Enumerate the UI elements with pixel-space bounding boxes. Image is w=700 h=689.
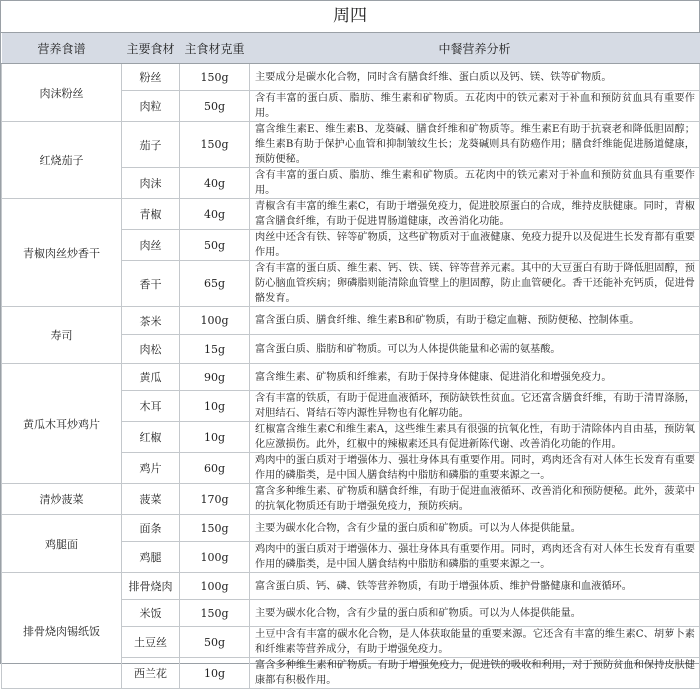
analysis-cell: 富含蛋白质、脂肪和矿物质。可以为人体提供能量和必需的氨基酸。 bbox=[250, 335, 700, 364]
dish-name: 黄瓜木耳炒鸡片 bbox=[2, 364, 122, 484]
table-row bbox=[2, 199, 700, 230]
header-recipe: 营养食谱 bbox=[2, 33, 122, 64]
analysis-cell: 主要成分是碳水化合物，同时含有膳食纤维、蛋白质以及钙、镁、铁等矿物质。 bbox=[250, 64, 700, 91]
weight-cell: 60g bbox=[180, 453, 250, 484]
dish-name: 排骨烧肉锡纸饭 bbox=[2, 573, 122, 689]
ingredient-cell: 鸡腿 bbox=[122, 542, 180, 573]
dish-name: 红烧茄子 bbox=[2, 122, 122, 199]
header-weight: 主食材克重 bbox=[180, 33, 250, 64]
analysis-cell: 土豆中含有丰富的碳水化合物，是人体获取能量的重要来源。它还含有丰富的维生素C、胡萝卜素和纤维素等营养成分，有助于增强免疫力。 bbox=[250, 627, 700, 658]
ingredient-cell: 青椒 bbox=[122, 199, 180, 230]
ingredient-cell: 香干 bbox=[122, 261, 180, 307]
table-row bbox=[2, 484, 700, 515]
analysis-cell: 主要为碳水化合物，含有少量的蛋白质和矿物质。可以为人体提供能量。 bbox=[250, 515, 700, 542]
weight-cell: 10g bbox=[180, 391, 250, 422]
ingredient-cell: 面条 bbox=[122, 515, 180, 542]
weight-cell: 10g bbox=[180, 422, 250, 453]
ingredient-cell: 茶米 bbox=[122, 307, 180, 335]
weight-cell: 65g bbox=[180, 261, 250, 307]
ingredient-cell: 木耳 bbox=[122, 391, 180, 422]
ingredient-cell: 肉松 bbox=[122, 335, 180, 364]
analysis-cell: 鸡肉中的蛋白质对于增强体力、强壮身体具有重要作用。同时，鸡肉还含有对人体生长发育有重要作用的磷脂类，是中国人膳食结构中脂肪和磷脂的重要来源之一。 bbox=[250, 453, 700, 484]
table-row bbox=[2, 573, 700, 600]
weight-cell: 10g bbox=[180, 658, 250, 689]
table-row bbox=[2, 364, 700, 391]
analysis-cell: 肉丝中还含有铁、锌等矿物质，这些矿物质对于血液健康、免疫力提升以及促进生长发育都有重要作用。 bbox=[250, 230, 700, 261]
ingredient-cell: 土豆丝 bbox=[122, 627, 180, 658]
weight-cell: 150g bbox=[180, 122, 250, 168]
table-row bbox=[2, 64, 700, 91]
table-row bbox=[2, 122, 700, 168]
ingredient-cell: 黄瓜 bbox=[122, 364, 180, 391]
ingredient-cell: 肉丝 bbox=[122, 230, 180, 261]
ingredient-cell: 肉粒 bbox=[122, 91, 180, 122]
table-row bbox=[2, 307, 700, 335]
analysis-cell: 富含多种维生素和矿物质。有助于增强免疫力，促进铁的吸收和利用，对于预防贫血和保持皮肤健康都有积极作用。 bbox=[250, 658, 700, 689]
analysis-cell: 鸡肉中的蛋白质对于增强体力、强壮身体具有重要作用。同时，鸡肉还含有对人体生长发育有重要作用的磷脂类，是中国人膳食结构中脂肪和磷脂的重要来源之一。 bbox=[250, 542, 700, 573]
nutrition-table bbox=[1, 33, 700, 689]
weight-cell: 50g bbox=[180, 230, 250, 261]
weight-cell: 50g bbox=[180, 91, 250, 122]
analysis-cell: 红椒富含维生素C和维生素A，这些维生素具有很强的抗氧化性，有助于清除体内自由基，预防氧化应激损伤。此外，红椒中的辣椒素还具有促进新陈代谢、改善消化功能的作用。 bbox=[250, 422, 700, 453]
page-title: 周四 bbox=[1, 1, 699, 33]
weight-cell: 100g bbox=[180, 542, 250, 573]
analysis-cell: 含有丰富的蛋白质、脂肪、维生素和矿物质。五花肉中的铁元素对于补血和预防贫血具有重要作用。 bbox=[250, 91, 700, 122]
dish-name: 清炒菠菜 bbox=[2, 484, 122, 515]
dish-name: 寿司 bbox=[2, 307, 122, 364]
ingredient-cell: 茄子 bbox=[122, 122, 180, 168]
weight-cell: 150g bbox=[180, 515, 250, 542]
analysis-cell: 主要为碳水化合物，含有少量的蛋白质和矿物质。可以为人体提供能量。 bbox=[250, 600, 700, 627]
ingredient-cell: 米饭 bbox=[122, 600, 180, 627]
ingredient-cell: 鸡片 bbox=[122, 453, 180, 484]
analysis-cell: 富含蛋白质、膳食纤维、维生素B和矿物质，有助于稳定血糖、预防便秘、控制体重。 bbox=[250, 307, 700, 335]
dish-name: 鸡腿面 bbox=[2, 515, 122, 573]
weight-cell: 150g bbox=[180, 600, 250, 627]
weight-cell: 40g bbox=[180, 168, 250, 199]
ingredient-cell: 肉沫 bbox=[122, 168, 180, 199]
analysis-cell: 含有丰富的铁质，有助于促进血液循环，预防缺铁性贫血。它还富含膳食纤维，有助于清胃涤肠，对胆结石、肾结石等内源性异物也有化解功能。 bbox=[250, 391, 700, 422]
ingredient-cell: 菠菜 bbox=[122, 484, 180, 515]
dish-name: 肉沫粉丝 bbox=[2, 64, 122, 122]
ingredient-cell: 粉丝 bbox=[122, 64, 180, 91]
weight-cell: 170g bbox=[180, 484, 250, 515]
header-row bbox=[2, 33, 700, 64]
analysis-cell: 青椒含有丰富的维生素C，有助于增强免疫力，促进胶原蛋白的合成，维持皮肤健康。同时，青椒富含膳食纤维，有助于促进胃肠道健康，改善消化功能。 bbox=[250, 199, 700, 230]
ingredient-cell: 西兰花 bbox=[122, 658, 180, 689]
weight-cell: 50g bbox=[180, 627, 250, 658]
analysis-cell: 富含多种维生素、矿物质和膳食纤维，有助于促进血液循环、改善消化和预防便秘。此外，菠菜中的抗氧化物质还有助于增强免疫力，预防疾病。 bbox=[250, 484, 700, 515]
weight-cell: 100g bbox=[180, 573, 250, 600]
analysis-cell: 富含蛋白质、钙、磷、铁等营养物质，有助于增强体质、维护骨骼健康和血液循环。 bbox=[250, 573, 700, 600]
table-body bbox=[2, 64, 700, 689]
weight-cell: 40g bbox=[180, 199, 250, 230]
analysis-cell: 含有丰富的蛋白质、脂肪、维生素和矿物质。五花肉中的铁元素对于补血和预防贫血具有重要作用。 bbox=[250, 168, 700, 199]
analysis-cell: 富含维生素、矿物质和纤维素，有助于保持身体健康、促进消化和增强免疫力。 bbox=[250, 364, 700, 391]
ingredient-cell: 排骨烧肉 bbox=[122, 573, 180, 600]
analysis-cell: 富含维生素E、维生素B、龙葵碱、膳食纤维和矿物质等。维生素E有助于抗衰老和降低胆固醇；维生素B有助于保护心血管和抑制皱纹生长；龙葵碱则具有防癌作用；膳食纤维能促进肠道健康，预防便秘。 bbox=[250, 122, 700, 168]
header-ingredient: 主要食材 bbox=[122, 33, 180, 64]
weight-cell: 15g bbox=[180, 335, 250, 364]
header-analysis: 中餐营养分析 bbox=[250, 33, 700, 64]
ingredient-cell: 红椒 bbox=[122, 422, 180, 453]
dish-name: 青椒肉丝炒香干 bbox=[2, 199, 122, 307]
table-row bbox=[2, 515, 700, 542]
analysis-cell: 含有丰富的蛋白质、维生素、钙、铁、镁、锌等营养元素。其中的大豆蛋白有助于降低胆固醇，预防心脑血管疾病；卵磷脂则能清除血管壁上的胆固醇，防止血管硬化。香干还能补充钙质，促进骨骼发育。 bbox=[250, 261, 700, 307]
weight-cell: 100g bbox=[180, 307, 250, 335]
weight-cell: 90g bbox=[180, 364, 250, 391]
weight-cell: 150g bbox=[180, 64, 250, 91]
